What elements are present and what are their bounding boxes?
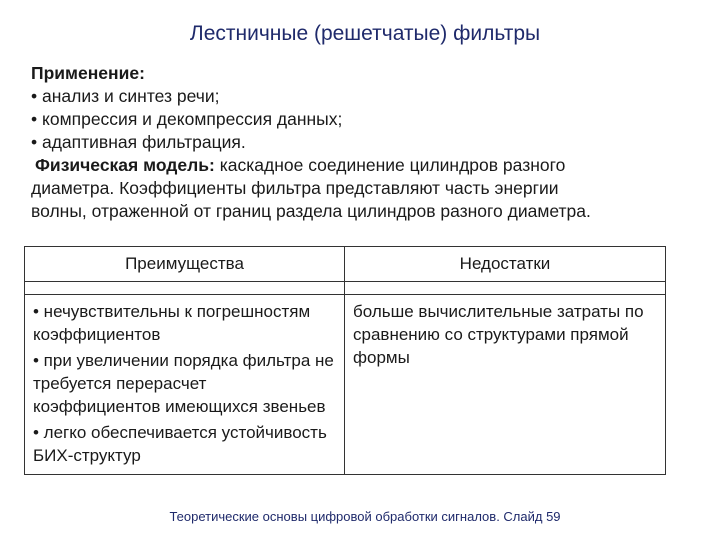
table-spacer-cell xyxy=(25,282,345,295)
advantage-item: • при увеличении порядка фильтра не требуется перерасчет коэффициентов имеющихся звеньев xyxy=(33,351,334,416)
table-row xyxy=(25,295,666,475)
slide-body xyxy=(31,62,701,223)
table-spacer-row xyxy=(25,282,666,295)
table-spacer-cell xyxy=(345,282,666,295)
slide-footer: Теоретические основы цифровой обработки сигналов. Слайд 59 xyxy=(169,509,561,524)
physical-model-text: каскадное соединение цилиндров разного xyxy=(219,155,566,175)
slide-title: Лестничные (решетчатые) фильтры xyxy=(189,22,541,45)
advantage-item: • легко обеспечивается устойчивость БИХ-структур xyxy=(33,423,327,465)
application-item: • адаптивная фильтрация. xyxy=(31,132,246,152)
table-header-row xyxy=(25,247,666,282)
physical-model-label: Физическая модель: xyxy=(35,155,215,175)
application-item: • анализ и синтез речи; xyxy=(31,86,220,106)
disadvantages-cell: больше вычислительные затраты по сравнению со структурами прямой формы xyxy=(345,295,666,475)
application-heading: Применение: xyxy=(31,63,145,83)
physical-model-line: диаметра. Коэффициенты фильтра представляют часть энергии xyxy=(31,178,559,198)
physical-model-line: волны, отраженной от границ раздела цилиндров разного диаметра. xyxy=(31,201,591,221)
comparison-table xyxy=(24,246,666,475)
physical-model-line xyxy=(31,154,701,177)
advantages-cell xyxy=(25,295,345,475)
header-disadvantages: Недостатки xyxy=(345,247,666,282)
advantage-item: • нечувствительны к погрешностям коэффициентов xyxy=(33,302,311,344)
application-item: • компрессия и декомпрессия данных; xyxy=(31,109,343,129)
header-advantages: Преимущества xyxy=(25,247,345,282)
